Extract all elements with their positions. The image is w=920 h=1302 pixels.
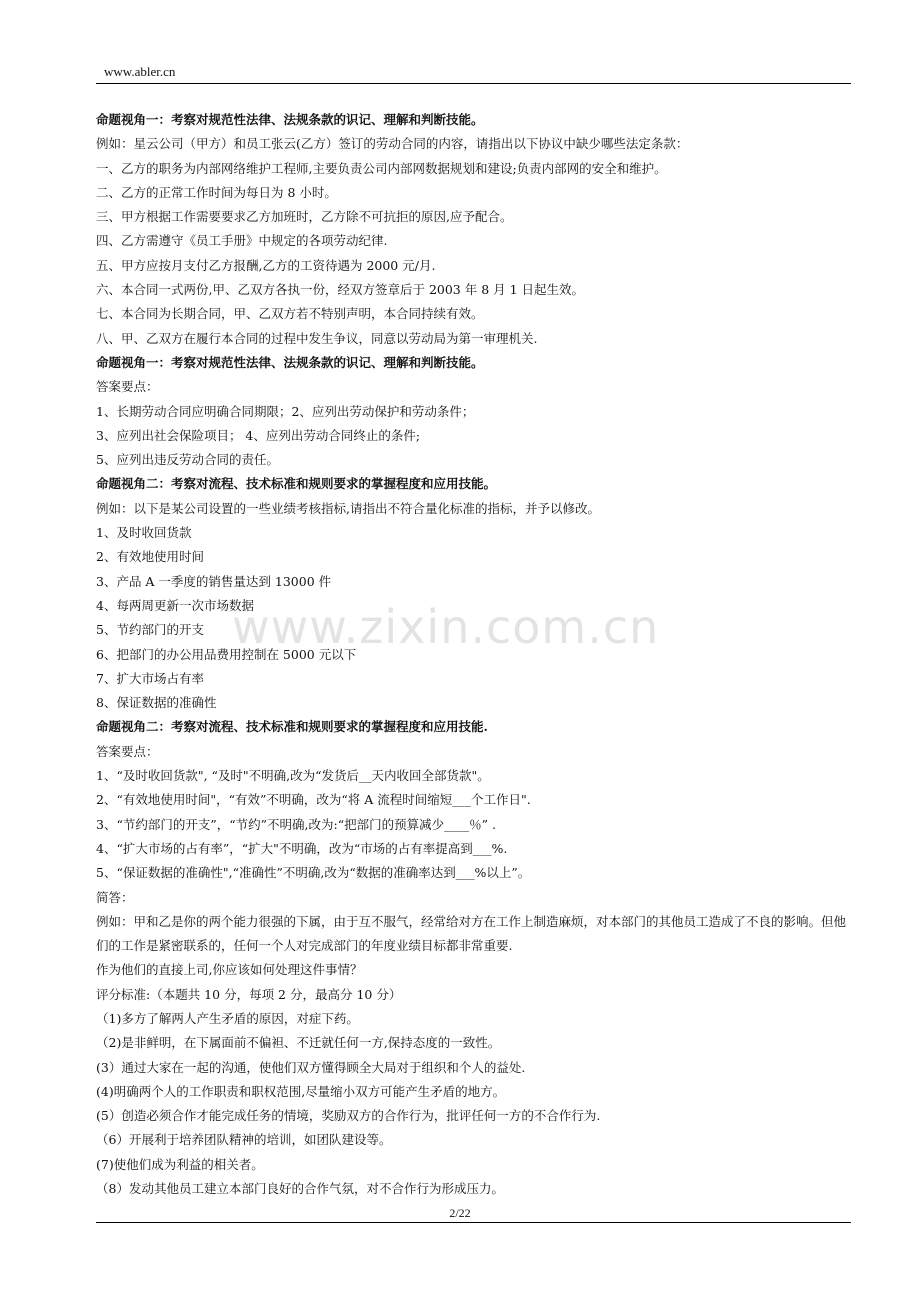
section-heading: 命题视角一：考察对规范性法律、法规条款的识记、理解和判断技能。 bbox=[96, 354, 484, 370]
text-line: 7、扩大市场占有率 bbox=[96, 670, 204, 686]
text-line: 5、“保证数据的准确性",“准确性”不明确,改为“数据的准确率达到___%以上”。 bbox=[96, 865, 531, 881]
text-line: 2、“有效地使用时间"，“有效”不明确，改为“将 A 流程时间缩短___个工作日". bbox=[96, 792, 531, 808]
text-line: 6、把部门的办公用品费用控制在 5000 元以下 bbox=[96, 646, 357, 662]
text-line: 4、每两周更新一次市场数据 bbox=[96, 597, 254, 613]
text-line: 八、甲、乙双方在履行本合同的过程中发生争议，同意以劳动局为第一审理机关. bbox=[96, 330, 538, 346]
text-line: 1、“及时收回货款", “及时"不明确,改为“发货后__天内收回全部货款"。 bbox=[96, 768, 490, 784]
text-line: 答案要点： bbox=[96, 743, 159, 759]
header-url: www.abler.cn bbox=[104, 64, 176, 79]
text-line: 三、甲方根据工作需要要求乙方加班时，乙方除不可抗拒的原因,应予配合。 bbox=[96, 209, 513, 225]
text-line: 1、长期劳动合同应明确合同期限；2、应列出劳动保护和劳动条件； bbox=[96, 403, 475, 419]
text-line: 答案要点： bbox=[96, 379, 159, 395]
footer-divider bbox=[96, 1222, 851, 1223]
text-line: (3）通过大家在一起的沟通，使他们双方懂得顾全大局对于组织和个人的益处. bbox=[96, 1059, 526, 1075]
text-line: 8、保证数据的准确性 bbox=[96, 695, 217, 711]
text-line: 五、甲方应按月支付乙方报酬,乙方的工资待遇为 2000 元/月. bbox=[96, 257, 436, 273]
text-line: 2、有效地使用时间 bbox=[96, 549, 204, 565]
text-line: 七、本合同为长期合同，甲、乙双方若不特别声明，本合同持续有效。 bbox=[96, 306, 484, 322]
text-line: 评分标准:（本题共 10 分，每项 2 分，最高分 10 分） bbox=[96, 986, 402, 1002]
text-line: （1)多方了解两人产生矛盾的原因，对症下药。 bbox=[96, 1010, 359, 1026]
text-line: （8）发动其他员工建立本部门良好的合作气氛，对不合作行为形成压力。 bbox=[96, 1181, 504, 1197]
text-line: 六、本合同一式两份,甲、乙双方各执一份，经双方签章后于 2003 年 8 月 1 日起生效。 bbox=[96, 282, 585, 298]
text-line: 四、乙方需遵守《员工手册》中规定的各项劳动纪律. bbox=[96, 233, 388, 249]
text-line: 二、乙方的正常工作时间为每日为 8 小时。 bbox=[96, 184, 337, 200]
text-line: 例如：星云公司（甲方）和员工张云(乙方）签订的劳动合同的内容，请指出以下协议中缺少哪些法定条款： bbox=[96, 136, 689, 152]
text-line: 例如：以下是某公司设置的一些业绩考核指标,请指出不符合量化标准的指标，并予以修改。 bbox=[96, 500, 600, 516]
text-line: （2)是非鲜明，在下属面前不偏袒、不迁就任何一方,保持态度的一致性。 bbox=[96, 1035, 501, 1051]
text-line: 3、“节约部门的开支”，“节约”不明确,改为:“把部门的预算减少____％” . bbox=[96, 816, 496, 832]
text-line: (7)使他们成为利益的相关者。 bbox=[96, 1156, 264, 1172]
watermark: www.zixin.com.cn bbox=[232, 600, 660, 654]
text-line: (4)明确两个人的工作职责和职权范围,尽量缩小双方可能产生矛盾的地方。 bbox=[96, 1083, 506, 1099]
text-line: 5、应列出违反劳动合同的责任。 bbox=[96, 452, 279, 468]
text-line: 3、产品 A 一季度的销售量达到 13000 件 bbox=[96, 573, 332, 589]
text-line: 3、应列出社会保险项目； 4、应列出劳动合同终止的条件; bbox=[96, 427, 421, 443]
section-heading: 命题视角二：考察对流程、技术标准和规则要求的掌握程度和应用技能。 bbox=[96, 476, 497, 492]
text-line: （6）开展利于培养团队精神的培训，如团队建设等。 bbox=[96, 1132, 392, 1148]
text-line: 4、“扩大市场的占有率”，“扩大"不明确，改为“市场的占有率提高到___%. bbox=[96, 840, 508, 856]
text-line: 1、及时收回货款 bbox=[96, 525, 192, 541]
text-line: 简答： bbox=[96, 889, 134, 905]
text-line: 5、节约部门的开支 bbox=[96, 622, 204, 638]
section-heading: 命题视角二：考察对流程、技术标准和规则要求的掌握程度和应用技能. bbox=[96, 719, 488, 735]
text-line: 例如：甲和乙是你的两个能力很强的下属，由于互不服气，经常给对方在工作上制造麻烦，对本部门的其他员工造成了不良的影响。但他们的工作是紧密联系的，任何一个人对完成部门的年度业绩目标都非常重要. bbox=[96, 913, 847, 954]
text-line: (5）创造必须合作才能完成任务的情境，奖励双方的合作行为，批评任何一方的不合作行为. bbox=[96, 1108, 601, 1124]
page-number: 2/22 bbox=[449, 1206, 471, 1220]
text-line: 一、乙方的职务为内部网络维护工程师,主要负责公司内部网数据规划和建设;负责内部网的安全和维护。 bbox=[96, 160, 667, 176]
header-divider bbox=[96, 83, 851, 84]
section-heading: 命题视角一：考察对规范性法律、法规条款的识记、理解和判断技能。 bbox=[96, 112, 484, 127]
text-line: 作为他们的直接上司,你应该如何处理这件事情？ bbox=[96, 962, 363, 978]
document-body bbox=[96, 108, 854, 1201]
